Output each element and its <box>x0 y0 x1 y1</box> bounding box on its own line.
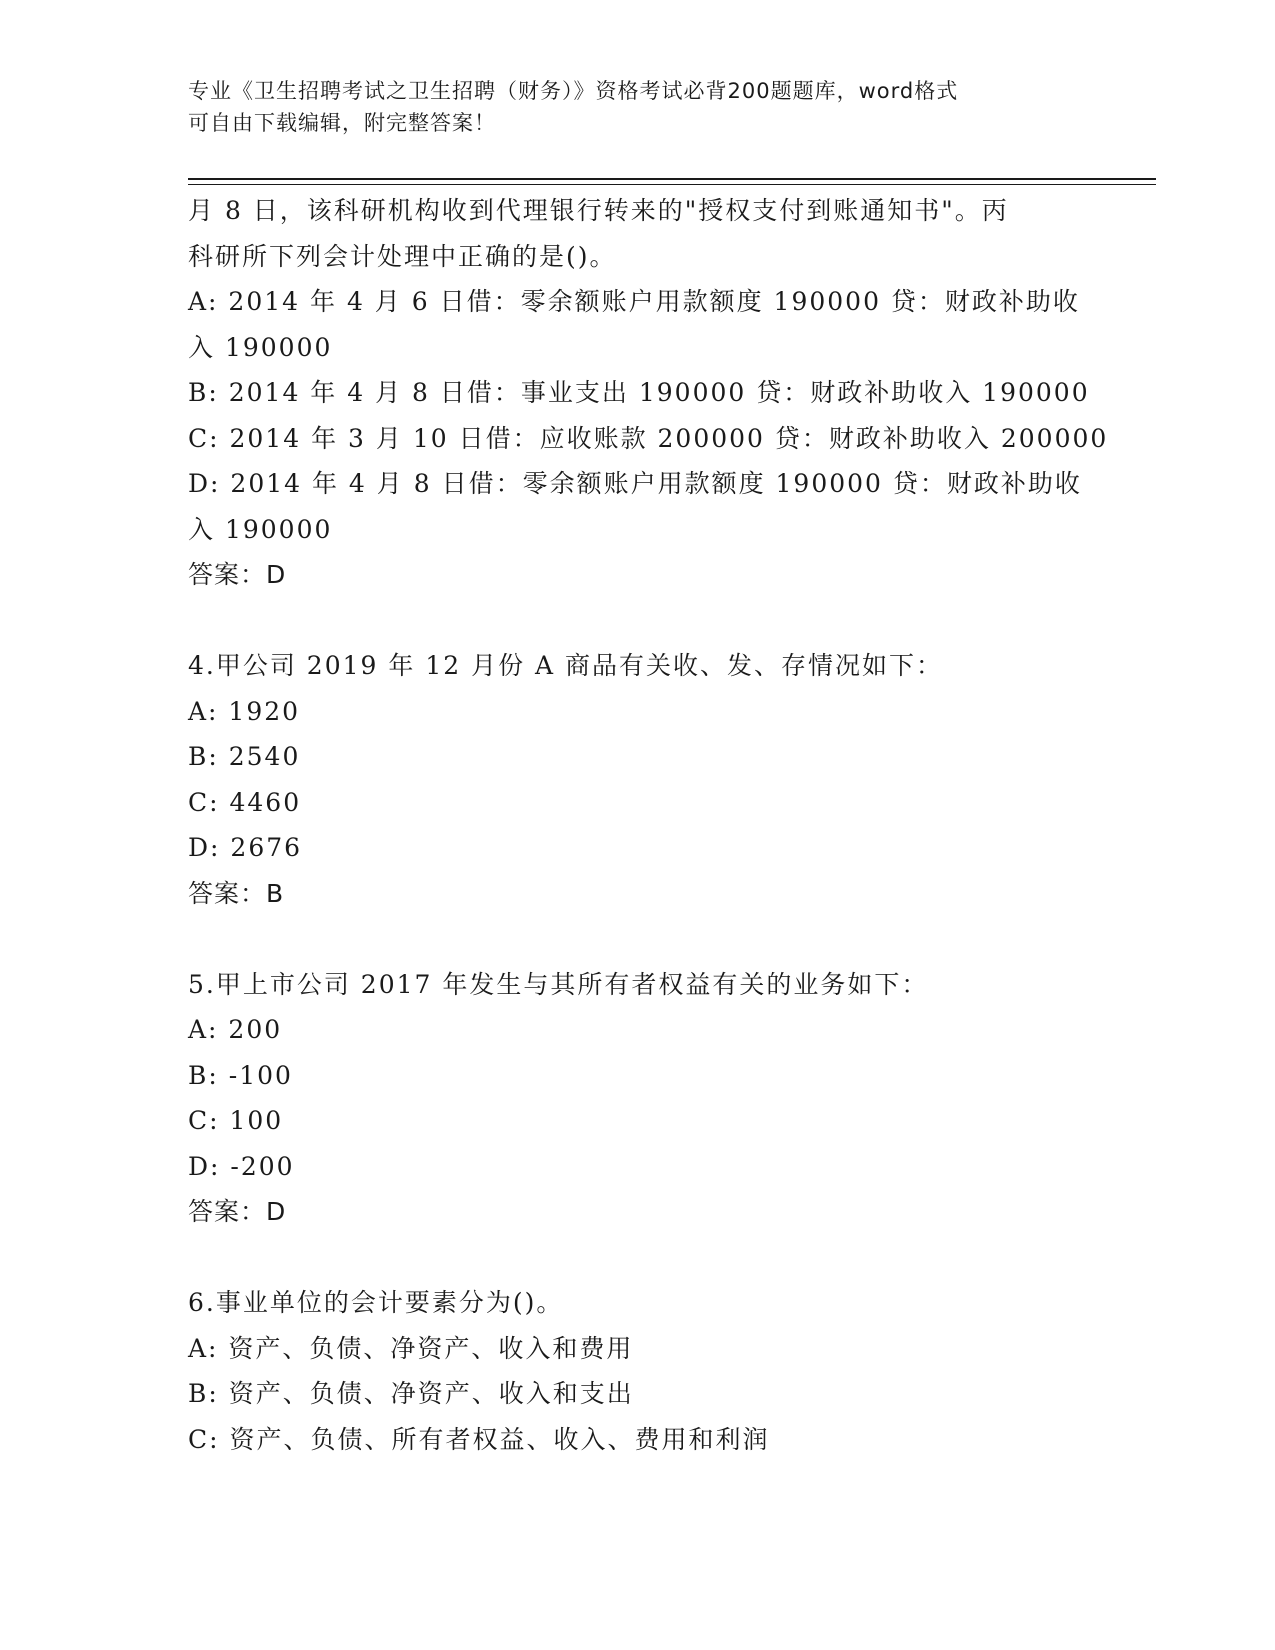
answer: 答案：D <box>188 1197 287 1226</box>
option-d: D: -200 <box>188 1151 295 1181</box>
header-rule-thick <box>188 178 1156 180</box>
option-a: A: 200 <box>188 1015 283 1044</box>
question-text: 6.事业单位的会计要素分为()。 <box>188 1288 564 1317</box>
option-a: A: 资产、负债、净资产、收入和费用 <box>188 1333 634 1363</box>
option-d: D: 2676 <box>188 833 303 862</box>
question-4 <box>188 643 1088 916</box>
option-a: A: 2014 年 4 月 6 日借：零余额账户用款额度 190000 贷：财政补助收 <box>188 287 1080 316</box>
answer: 答案：D <box>188 560 287 589</box>
answer: 答案：B <box>188 878 285 908</box>
option-d-wrap: 入 190000 <box>188 514 333 544</box>
header-line-1: 专业《卫生招聘考试之卫生招聘（财务）》资格考试必背200题题库，word格式 <box>188 79 959 103</box>
header-line-2: 可自由下载编辑，附完整答案！ <box>188 111 496 135</box>
option-b: B: 2014 年 4 月 8 日借：事业支出 190000 贷：财政补助收入 190000 <box>188 378 1090 407</box>
question-6 <box>188 1280 1088 1462</box>
option-d: D: 2014 年 4 月 8 日借：零余额账户用款额度 190000 贷：财政补助收 <box>188 469 1082 498</box>
option-a-wrap: 入 190000 <box>188 332 333 362</box>
question-text-line: 月 8 日，该科研机构收到代理银行转来的"授权支付到账通知书"。丙 <box>188 196 1009 225</box>
question-text: 5.甲上市公司 2017 年发生与其所有者权益有关的业务如下： <box>188 969 929 999</box>
question-text: 4.甲公司 2019 年 12 月份 A 商品有关收、发、存情况如下： <box>188 651 944 680</box>
option-c: C: 资产、负债、所有者权益、收入、费用和利润 <box>188 1424 770 1454</box>
question-3-continuation <box>188 188 1109 598</box>
document-header <box>188 75 1068 139</box>
question-5 <box>188 962 1088 1235</box>
option-c: C: 2014 年 3 月 10 日借：应收账款 200000 贷：财政补助收入 200000 <box>188 423 1109 453</box>
header-rule-thin <box>188 184 1156 185</box>
option-c: C: 4460 <box>188 787 302 817</box>
option-a: A: 1920 <box>188 696 301 726</box>
document-body <box>188 188 1109 1462</box>
question-text-line: 科研所下列会计处理中正确的是()。 <box>188 241 617 271</box>
option-b: B: 资产、负债、净资产、收入和支出 <box>188 1379 634 1408</box>
option-c: C: 100 <box>188 1106 284 1135</box>
option-b: B: -100 <box>188 1060 293 1090</box>
option-b: B: 2540 <box>188 742 301 771</box>
